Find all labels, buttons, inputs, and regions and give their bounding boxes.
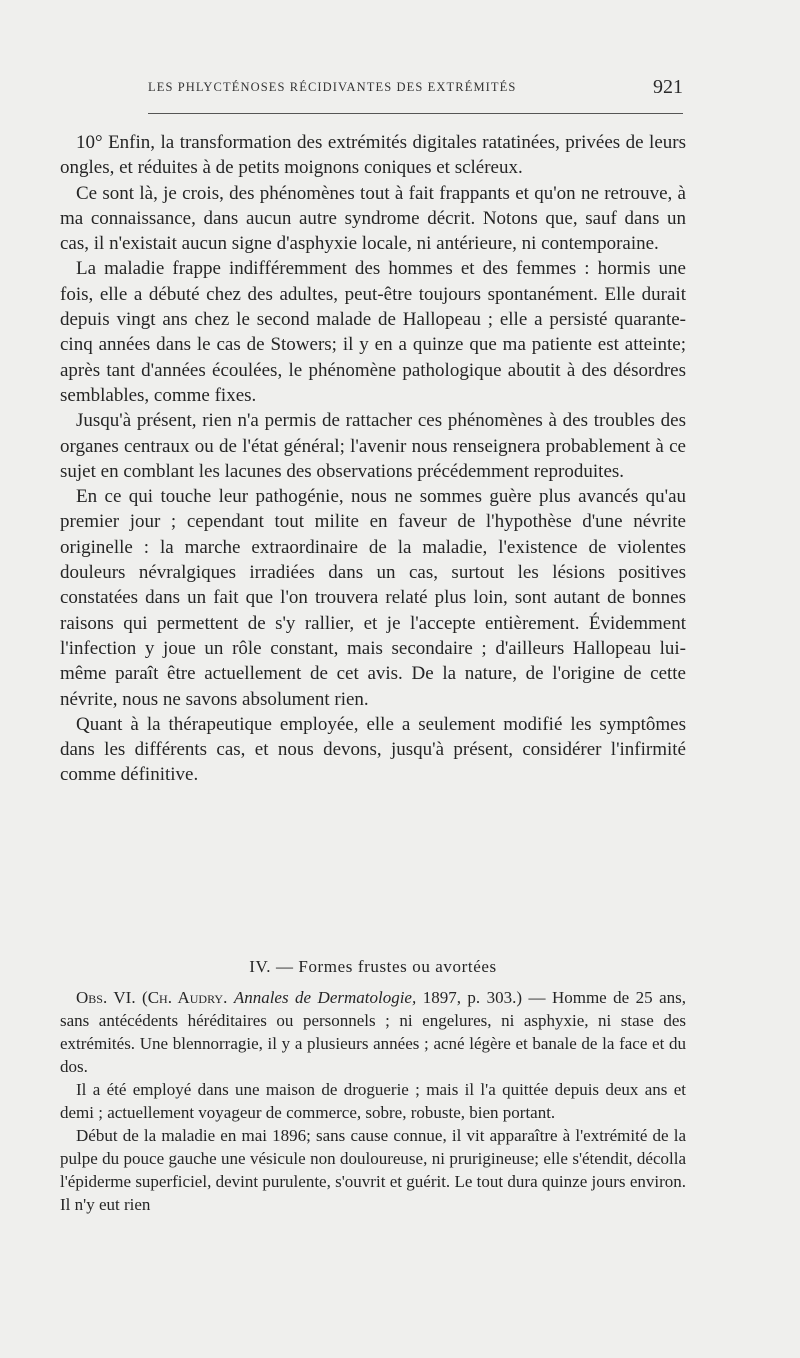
paragraph: Ce sont là, je crois, des phénomènes tout à fait frappants et qu'on ne retrouve, à ma connaissance, dans aucun autre syndrome décrit. Notons que, sauf dans un cas, il n'existait aucun signe d'asphyxie locale, ni antérieure, ni contemporaine.	[60, 182, 686, 255]
paragraph: Jusqu'à présent, rien n'a permis de rattacher ces phénomènes à des troubles des organes centraux ou de l'état général; l'avenir nous renseignera probablement à ce sujet en comblant les lacunes des observations précédemment reproduites.	[60, 410, 686, 482]
obs-number: VI.	[113, 988, 136, 1007]
observation-paragraph: Il a été employé dans une maison de droguerie ; mais il l'a quittée depuis deux ans et demi ; actuellement voyageur de commerce, sobre, robuste, bien portant.	[60, 1080, 686, 1122]
paragraph: Quant à la thérapeutique employée, elle a seulement modifié les symptômes dans les différents cas, et nous devons, jusqu'à présent, considérer l'infirmité comme définitive.	[60, 713, 686, 786]
header-rule	[148, 113, 683, 114]
obs-author: (Ch. Audry.	[142, 988, 228, 1007]
paragraph: 10° Enfin, la transformation des extrémités digitales ratatinées, privées de leurs ongles, et réduites à de petits moignons coniques et scléreux.	[60, 132, 686, 179]
observation-block	[60, 986, 686, 1216]
observation-intro	[60, 986, 686, 1078]
observation-paragraph: Début de la maladie en mai 1896; sans cause connue, il vit apparaître à l'extrémité de la pulpe du pouce gauche une vésicule non douloureuse, ni prurigineuse; elle s'étendit, décolla l'épiderme superficiel, devint purulente, s'ouvrit et guérit. Le tout dura quinze jours environ. Il n'y eut rien	[60, 1126, 686, 1214]
section-heading: IV. — Formes frustes ou avortées	[249, 957, 497, 976]
obs-label: Obs.	[76, 988, 108, 1007]
page-number: 921	[653, 76, 683, 98]
paragraph: En ce qui touche leur pathogénie, nous ne sommes guère plus avancés qu'au premier jour ; cependant tout milite en faveur de l'hypothèse d'une névrite originelle : la marche extraordinaire de la maladie, l'existence de violentes douleurs névralgiques irradiées dans un cas, surtout les lésions positives constatées dans un fait que l'on trouvera relaté plus loin, sont autant de bonnes raisons qui permettent de s'y rallier, et je l'accepte entièrement. Évidemment l'infection y joue un rôle constant, mais secondaire ; d'ailleurs Hallopeau lui-même paraît être actuellement de cet avis. De la nature, de l'origine de cette névrite, nous ne savons absolument rien.	[60, 486, 686, 710]
obs-citation: 1897, p. 303.)	[422, 988, 523, 1007]
obs-text: — Homme de 25 ans, sans antécédents héréditaires ou personnels ; ni engelures, ni asphyxie, ni stase des extrémités. Une blennorragie, il y a plusieurs années ; acné légère et banale de la face et du dos.	[60, 988, 687, 1076]
paragraph: La maladie frappe indifféremment des hommes et des femmes : hormis une fois, elle a débuté chez des adultes, peut-être toujours spontanément. Elle durait depuis vingt ans chez le second malade de Hallopeau ; elle a persisté quarante-cinq années dans le cas de Stowers; il y en a quinze que ma patiente est atteinte; après tant d'années écoulées, le phénomène pathologique aboutit à des désordres semblables, comme fixes.	[60, 258, 686, 406]
main-text	[60, 130, 686, 788]
page-header	[148, 76, 683, 100]
obs-journal: Annales de Dermatologie,	[233, 988, 417, 1007]
running-title: LES PHLYCTÉNOSES RÉCIDIVANTES DES EXTRÉMITÉS	[148, 80, 517, 94]
